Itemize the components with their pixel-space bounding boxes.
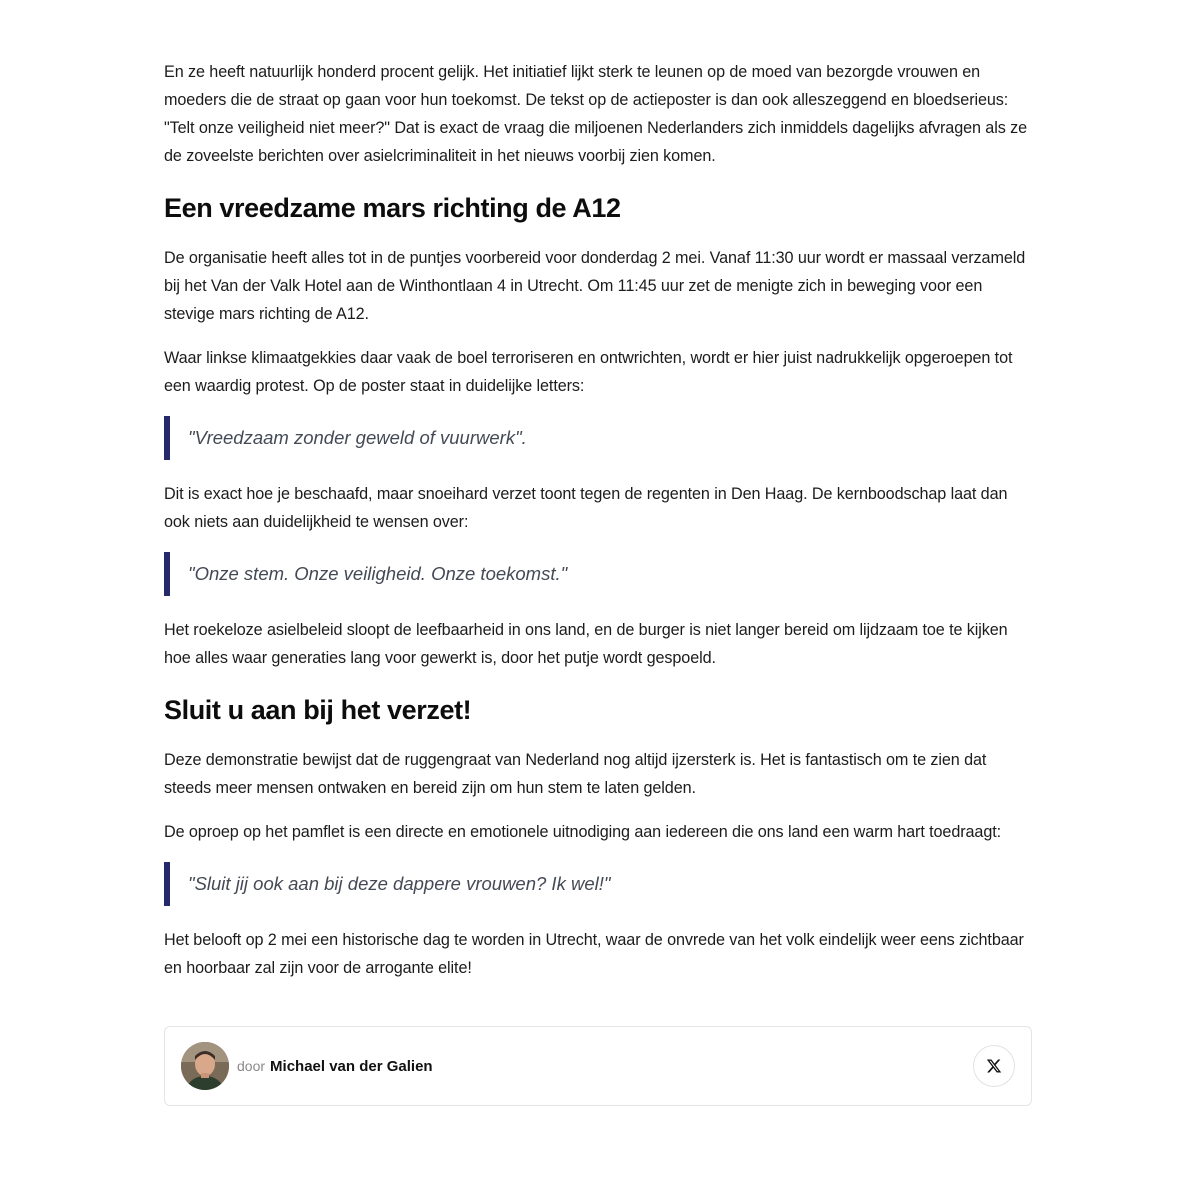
x-logo-icon xyxy=(986,1058,1002,1074)
article-paragraph: Deze demonstratie bewijst dat de ruggengraat van Nederland nog altijd ijzersterk is. Het is fantastisch om te zien dat steeds meer mensen ontwaken en bereid zijn om hun stem te laten gelden. xyxy=(164,751,987,797)
author-name-link[interactable]: Michael van der Galien xyxy=(270,1057,433,1075)
share-x-button[interactable] xyxy=(973,1045,1015,1087)
article-body xyxy=(164,0,1036,1106)
section-heading: Sluit u aan bij het verzet! xyxy=(164,695,472,725)
blockquote: "Onze stem. Onze veiligheid. Onze toekomst." xyxy=(164,552,1036,596)
article-paragraph: En ze heeft natuurlijk honderd procent gelijk. Het initiatief lijkt sterk te leunen op de moed van bezorgde vrouwen en moeders die de straat op gaan voor hun toekomst. De tekst op de actieposter is dan ook alleszeggend en bloedserieus: "Telt onze veiligheid niet meer?" Dat is exact de vraag die miljoenen Nederlanders zich inmiddels dagelijks afvragen als ze de zoveelste berichten over asielcriminaliteit in het nieuws voorbij zien komen. xyxy=(164,63,1027,165)
article-paragraph: De organisatie heeft alles tot in de puntjes voorbereid voor donderdag 2 mei. Vanaf 11:30 uur wordt er massaal verzameld bij het Van der Valk Hotel aan de Winthontlaan 4 in Utrecht. Om 11:45 uur zet de menigte zich in beweging voor een stevige mars richting de A12. xyxy=(164,249,1026,323)
avatar-portrait-icon xyxy=(181,1042,229,1090)
article-paragraph: Het roekeloze asielbeleid sloopt de leefbaarheid in ons land, en de burger is niet langer bereid om lijdzaam toe te kijken hoe alles waar generaties lang voor gewerkt is, door het putje wordt gespoeld. xyxy=(164,621,1008,667)
article-paragraph: Het belooft op 2 mei een historische dag te worden in Utrecht, waar de onvrede van het volk eindelijk weer eens zichtbaar en hoorbaar zal zijn voor de arrogante elite! xyxy=(164,931,1024,977)
author-box xyxy=(164,1026,1032,1106)
avatar[interactable] xyxy=(181,1042,229,1090)
article-paragraph: De oproep op het pamflet is een directe en emotionele uitnodiging aan iedereen die ons land een warm hart toedraagt: xyxy=(164,823,1002,841)
article-paragraph: Dit is exact hoe je beschaafd, maar snoeihard verzet toont tegen de regenten in Den Haag. De kernboodschap laat dan ook niets aan duidelijkheid te wensen over: xyxy=(164,485,1008,531)
author-info xyxy=(181,1042,433,1090)
section-heading: Een vreedzame mars richting de A12 xyxy=(164,193,621,223)
article-paragraph: Waar linkse klimaatgekkies daar vaak de boel terroriseren en ontwrichten, wordt er hier juist nadrukkelijk opgeroepen tot een waardig protest. Op de poster staat in duidelijke letters: xyxy=(164,349,1013,395)
blockquote: "Sluit jij ook aan bij deze dappere vrouwen? Ik wel!" xyxy=(164,862,1036,906)
blockquote: "Vreedzaam zonder geweld of vuurwerk". xyxy=(164,416,1036,460)
author-by-label: door xyxy=(237,1058,266,1074)
